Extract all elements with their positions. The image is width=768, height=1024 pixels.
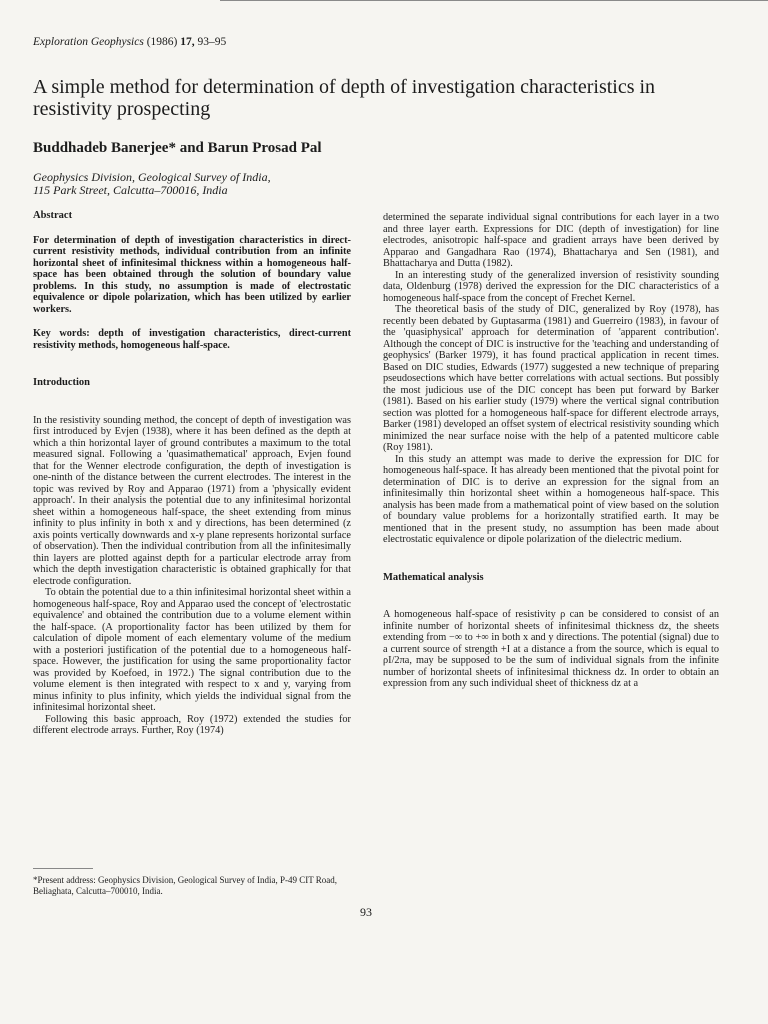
right-paragraph-4: In this study an attempt was made to derive the expression for DIC for homogeneous half-space. It has already been mentioned that the pivotal point for determination of DIC is to derive an expression for the signal from an infinitesimally thin horizontal sheet within a homogeneous half-space. This analysis has been made from a mathematical point of view based on the solution of boundary value problems for a horizontally stratified earth. It may be mentioned that in the present study, no assumption has been made about electrostatic equivalence or dipole polarization of the dielectric medium. [383,453,719,545]
left-column [33,210,351,737]
intro-paragraph-2: To obtain the potential due to a thin infinitesimal horizontal sheet within a homogeneous half-space, Roy and Apparao used the concept of 'electrostatic equivalence' and obtained the contribution due to a volume element within the half-space. (A proportionality factor has been utilized by them for calculation of dipole moment of each elementary volume of the medium with a posteriori justification of the potential due to a homogeneous half-space. However, the justification for using the same proportionality factor was provided by Koefoed, in 1972.) The signal contribution due to the volume element is then integrated with respect to x and y, varying from minus infinity to plus infinity, which yields the individual signal from the infinitesimal horizontal sheet. [33,587,351,713]
footnote-rule [33,868,93,869]
abstract-heading: Abstract [33,210,73,221]
affiliation-line-1: Geophysics Division, Geological Survey of India, [33,170,271,184]
right-paragraph-2: In an interesting study of the generalized inversion of resistivity sounding data, Oldenburg (1978) derived the expression for the DIC characteristics of a homogeneous half-space from the concept of Frechet Kernel. [383,269,719,304]
affiliation-line-2: 115 Park Street, Calcutta–700016, India [33,183,228,197]
journal-year: (1986) [146,36,178,48]
math-paragraph-1: A homogeneous half-space of resistivity ρ can be considered to consist of an infinite number of horizontal sheets of infinitesimal thickness dz, the sheets extending from −∞ to +∞ in both x and y directions. The potential (signal) due to a current source of strength +I at a distance a from the source, which is equal to ρI/2πa, may be supposed to be the sum of individual signals from the infinite number of horizontal sheets of infinitesimal thickness dz. In order to obtain an expression from any such individual sheet of thickness dz at a [383,609,719,689]
abstract-body: For determination of depth of investigation characteristics in direct-current resistivity methods, individual contribution from an infinite horizontal sheet of infinitesimal thickness within a homogeneous half-space has been obtained through the solution of boundary value problems. In this study, no assumption is made of electrostatic equivalence or dipole polarization, which has been utilized by earlier workers. [33,234,351,315]
introduction-heading: Introduction [33,377,90,388]
header-rule [220,0,768,1]
journal-volume: 17, [180,36,195,48]
footnote: *Present address: Geophysics Division, Geological Survey of India, P-49 CIT Road, Beliaghata, Calcutta–700010, India. [33,875,338,896]
keywords: Key words: depth of investigation characteristics, direct-current resistivity methods, homogeneous half-space. [33,328,351,351]
right-column [383,212,719,690]
journal-pages: 93–95 [197,36,227,48]
journal-citation [33,36,226,48]
journal-name: Exploration Geophysics [33,36,144,48]
paper-title: A simple method for determination of depth of investigation characteristics in resistivity prospecting [33,76,656,120]
affiliation [33,171,271,197]
math-heading: Mathematical analysis [383,571,484,583]
intro-paragraph-3: Following this basic approach, Roy (1972) extended the studies for different electrode arrays. Further, Roy (1974) [33,713,351,736]
right-paragraph-1: determined the separate individual signal contributions for each layer in a two and three layer earth. Expressions for DIC (depth of investigation) for line electrodes, anisotropic half-space and gradient arrays have been derived by Apparao and Gangadhara Rao (1974), Bhattacharya and Sen (1981), and Bhattacharya and Dutta (1982). [383,212,719,269]
intro-paragraph-1: In the resistivity sounding method, the concept of depth of investigation was first introduced by Evjen (1938), where it has been defined as the depth at which a thin horizontal layer of ground contributes a maximum to the total measured signal. Following a 'quasimathematical' approach, Evjen found that for the Wenner electrode configuration, the depth of investigation is one-ninth of the distance between the current electrodes. The interest in the topic was revived by Roy and Apparao (1971) from a 'physically evident approach'. In their analysis the potential due to any infinitesimal horizontal sheet within a homogeneous half-space, the sheet extending from minus infinity to plus infinity in both x and y directions, has been determined (z axis points vertically downwards and x-y plane represents horizontal surface of observation). Then the individual contribution from all the infinitesimally thin layers are plotted against depth for a particular electrode array from which the depth investigation characteristic is obtained graphically for that electrode configuration. [33,414,351,587]
right-paragraph-3: The theoretical basis of the study of DIC, generalized by Roy (1978), has recently been debated by Guptasarma (1981) and Guerreiro (1983), in favour of the 'quasiphysical' approach for determination of 'apparent contribution'. Although the concept of DIC is instructive for the 'teaching and understanding of geophysics' (Barker 1979), it has found practical application in recent times. Based on DIC studies, Edwards (1977) suggested a new technique of preparing pseudosections which have better correlations with actual sections. But possibly the most judicious use of the DIC concept has been put forward by Barker (1981). Based on his earlier study (1979) where the vertical signal contribution section was plotted for a homogeneous half-space for different electrode arrays, Barker (1981) developed an offset system of electrical resistivity sounding which minimized the near surface noise with the help of a patented multicore cable (Roy 1981). [383,304,719,453]
page-number: 93 [360,905,372,919]
authors: Buddhadeb Banerjee* and Barun Prosad Pal [33,140,322,156]
